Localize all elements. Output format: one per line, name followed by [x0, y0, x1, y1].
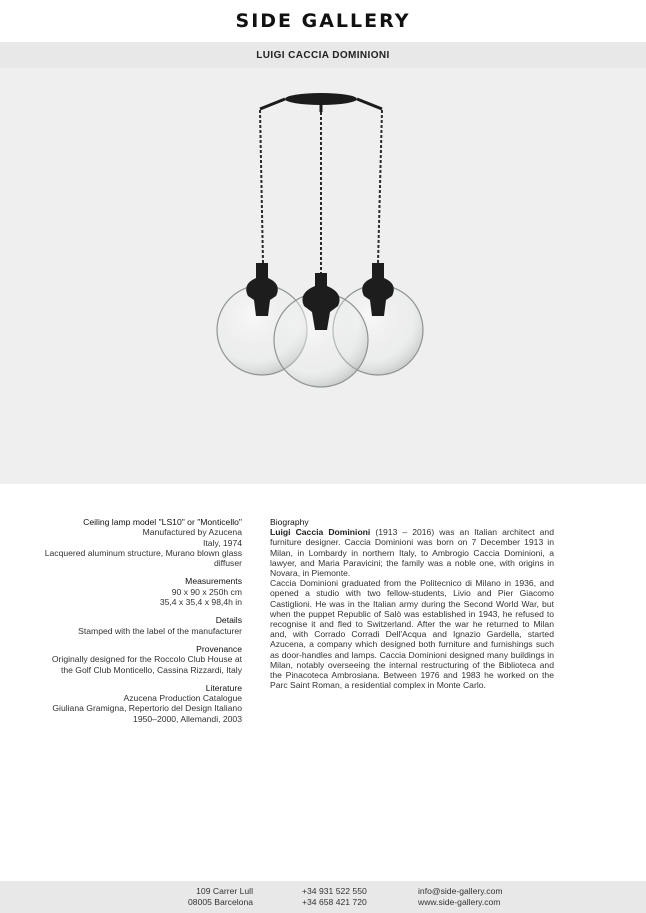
gallery-logo: SIDE GALLERY: [235, 10, 411, 32]
footer-contact: [418, 886, 503, 908]
manufacturer: Manufactured by Azucena: [142, 527, 242, 538]
artist-name: LUIGI CACCIA DOMINIONI: [256, 49, 390, 61]
website-link[interactable]: www.side-gallery.com: [418, 897, 501, 907]
material-line: Lacquered aluminum structure, Murano blown glass: [44, 547, 242, 558]
glass-globe-center: [274, 273, 368, 387]
biography-paragraph: [270, 527, 554, 578]
artist-name-banner: [0, 42, 646, 68]
literature-line: Azucena Production Catalogue: [123, 693, 242, 704]
literature-line: Giuliana Gramigna, Repertorio del Design Italiano: [52, 703, 242, 714]
chains: [260, 110, 382, 273]
footer-phones: [302, 886, 367, 908]
provenance-line: Originally designed for the Roccolo Club House at: [51, 654, 242, 665]
address-line: 08005 Barcelona: [188, 897, 253, 907]
material-line: diffuser: [213, 558, 242, 569]
biography-text: (1913 – 2016) was an Italian architect and furniture designer. Caccia Dominioni was born on 7 December 1913 in Milan, in Lombardy in northern Italy, to Ambrogio Caccia Dominioni, a lawyer, and Maria Paravicini; the family was a noble one, with origins in Novara, in Piemonte.: [270, 527, 554, 579]
address-line: 109 Carrer Lull: [196, 886, 253, 896]
phone-number[interactable]: +34 658 421 720: [302, 897, 367, 907]
measurements-heading: Measurements: [185, 576, 242, 587]
designer-name: Luigi Caccia Dominioni: [270, 527, 371, 538]
provenance-line: the Golf Club Monticello, Cassina Rizzardi, Italy: [60, 664, 242, 675]
biography: [270, 517, 554, 690]
footer: [0, 881, 646, 913]
details-text: Stamped with the label of the manufacturer: [78, 625, 242, 636]
product-details: [10, 517, 242, 724]
measurements-in: 35,4 x 35,4 x 98,4h in: [159, 597, 242, 608]
provenance-heading: Provenance: [196, 643, 242, 654]
footer-address: [186, 886, 253, 908]
literature-heading: Literature: [205, 682, 242, 693]
product-title: Ceiling lamp model "LS10" or "Monticello": [83, 517, 242, 527]
biography-heading: Biography: [270, 517, 309, 527]
biography-paragraph: Caccia Dominioni graduated from the Politecnico di Milano in 1936, and opened a studio with two fellow-students, Livio and Pier Giacomo Castiglioni. He was in the Italian army during the Second World War, but when the puppet Republic of Salò was established in 1943, he refused to recognise it and fled to Switzerland. After the war he returned to Milan and, with Corrado Corradi Dell'Acqua and Ignazio Gardella, started Azucena, a company which designed both furniture and furnishings such as door-handles and lamps. Caccia Dominioni designed many buildings in Milan, notably overseeing the internal restructuring of the Biblioteca and the Pinacoteca Ambrosiana. Between 1976 and 1983 he worked on the Parc Saint Roman, a residential complex in Monte Carlo.: [270, 578, 554, 691]
literature-line: 1950–2000, Allemandi, 2003: [133, 713, 242, 724]
product-photo: [0, 68, 646, 484]
email-link[interactable]: info@side-gallery.com: [418, 886, 503, 896]
measurements-cm: 90 x 90 x 250h cm: [171, 586, 242, 597]
phone-number[interactable]: +34 931 522 550: [302, 886, 367, 896]
origin: Italy, 1974: [202, 537, 242, 548]
ceiling-lamp-illustration: [0, 68, 646, 484]
details-heading: Details: [215, 615, 242, 626]
